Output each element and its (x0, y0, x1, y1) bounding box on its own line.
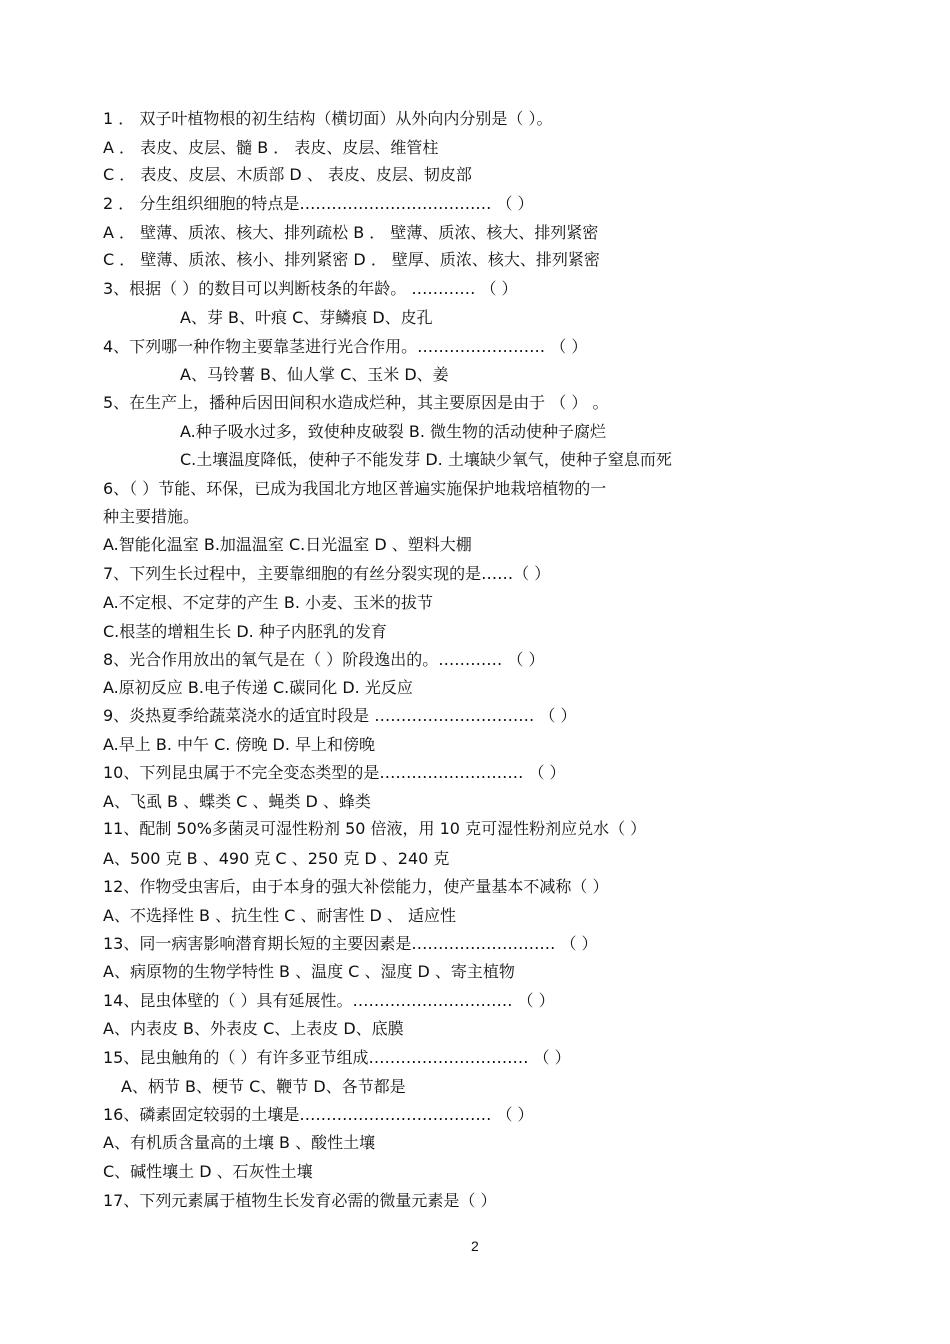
q14-options: A、内表皮 B、外表皮 C、上表皮 D、底膜 (103, 1019, 404, 1038)
q11-options: A、500 克 B 、490 克 C 、250 克 D 、240 克 (103, 849, 450, 868)
question-11: 11、配制 50%多菌灵可湿性粉剂 50 倍液，用 10 克可湿性粉剂应兑水（ ） (103, 819, 647, 838)
question-9: 9、炎热夏季给蔬菜浇水的适宜时段是 ………………………… （ ） (103, 706, 577, 725)
question-16: 16、磷素固定较弱的土壤是……………………………… （ ） (103, 1105, 534, 1124)
q13-options: A、病原物的生物学特性 B 、温度 C 、湿度 D 、寄主植物 (103, 962, 515, 981)
question-10: 10、下列昆虫属于不完全变态类型的是……………………… （ ） (103, 763, 566, 782)
q9-options: A.早上 B. 中午 C. 傍晚 D. 早上和傍晚 (103, 735, 375, 754)
q6-options: A.智能化温室 B.加温温室 C.日光温室 D 、塑料大棚 (103, 535, 472, 554)
question-13: 13、同一病害影响潜育期长短的主要因素是……………………… （ ） (103, 934, 598, 953)
q7-options-ab: A.不定根、不定芽的产生 B. 小麦、玉米的拔节 (103, 593, 433, 612)
question-17: 17、下列元素属于植物生长发育必需的微量元素是（ ） (103, 1191, 497, 1210)
q5-options-cd: C.土壤温度降低，使种子不能发芽 D. 土壤缺少氧气，使种子窒息而死 (180, 450, 672, 469)
question-6-continued: 种主要措施。 (103, 507, 200, 526)
q16-options-cd: C、碱性壤土 D 、石灰性土壤 (103, 1162, 313, 1181)
q7-options-cd: C.根茎的增粗生长 D. 种子内胚乳的发育 (103, 622, 387, 641)
question-14: 14、昆虫体壁的（ ）具有延展性。………………………… （ ） (103, 991, 555, 1010)
q1-options-ab: A ． 表皮、皮层、髓 B ． 表皮、皮层、维管柱 (103, 138, 439, 157)
question-15: 15、昆虫触角的（ ）有许多亚节组成………………………… （ ） (103, 1048, 571, 1067)
q16-options-ab: A、有机质含量高的土壤 B 、酸性土壤 (103, 1133, 376, 1152)
question-5: 5、在生产上，播种后因田间积水造成烂种，其主要原因是由于 （ ） 。 (103, 393, 609, 412)
q12-options: A、不选择性 B 、抗生性 C 、耐害性 D 、 适应性 (103, 906, 457, 925)
q2-options-ab: A ． 壁薄、质浓、核大、排列疏松 B ． 壁薄、质浓、核大、排列紧密 (103, 223, 599, 242)
page-number: 2 (471, 1238, 479, 1254)
q3-options: A、芽 B、叶痕 C、芽鳞痕 D、皮孔 (180, 308, 433, 327)
question-8: 8、光合作用放出的氧气是在（ ）阶段逸出的。………… （ ） (103, 650, 545, 669)
question-4: 4、下列哪一种作物主要靠茎进行光合作用。…………………… （ ） (103, 337, 588, 356)
q4-options: A、马铃薯 B、仙人掌 C、玉米 D、姜 (180, 365, 449, 384)
question-3: 3、根据（ ）的数目可以判断枝条的年龄。 ………… （ ） (103, 279, 518, 298)
question-12: 12、作物受虫害后，由于本身的强大补偿能力，使产量基本不减称（ ） (103, 877, 609, 896)
question-7: 7、下列生长过程中，主要靠细胞的有丝分裂实现的是……（ ） (103, 564, 551, 583)
q5-options-ab: A.种子吸水过多，致使种皮破裂 B. 微生物的活动使种子腐烂 (180, 422, 606, 441)
q8-options: A.原初反应 B.电子传递 C.碳同化 D. 光反应 (103, 678, 413, 697)
question-6: 6、（ ）节能、环保，已成为我国北方地区普遍实施保护地栽培植物的一 (103, 479, 607, 498)
q1-options-cd: C ． 表皮、皮层、木质部 D 、 表皮、皮层、韧皮部 (103, 165, 472, 184)
q2-options-cd: C ． 壁薄、质浓、核小、排列紧密 D ． 壁厚、质浓、核大、排列紧密 (103, 250, 600, 269)
question-1: 1 ． 双子叶植物根的初生结构（横切面）从外向内分别是（ ）。 (103, 109, 553, 128)
question-2: 2 ． 分生组织细胞的特点是……………………………… （ ） (103, 194, 534, 213)
q15-options: A、柄节 B、梗节 C、鞭节 D、各节都是 (121, 1077, 406, 1096)
q10-options: A、飞虱 B 、蝶类 C 、蝇类 D 、蜂类 (103, 792, 371, 811)
